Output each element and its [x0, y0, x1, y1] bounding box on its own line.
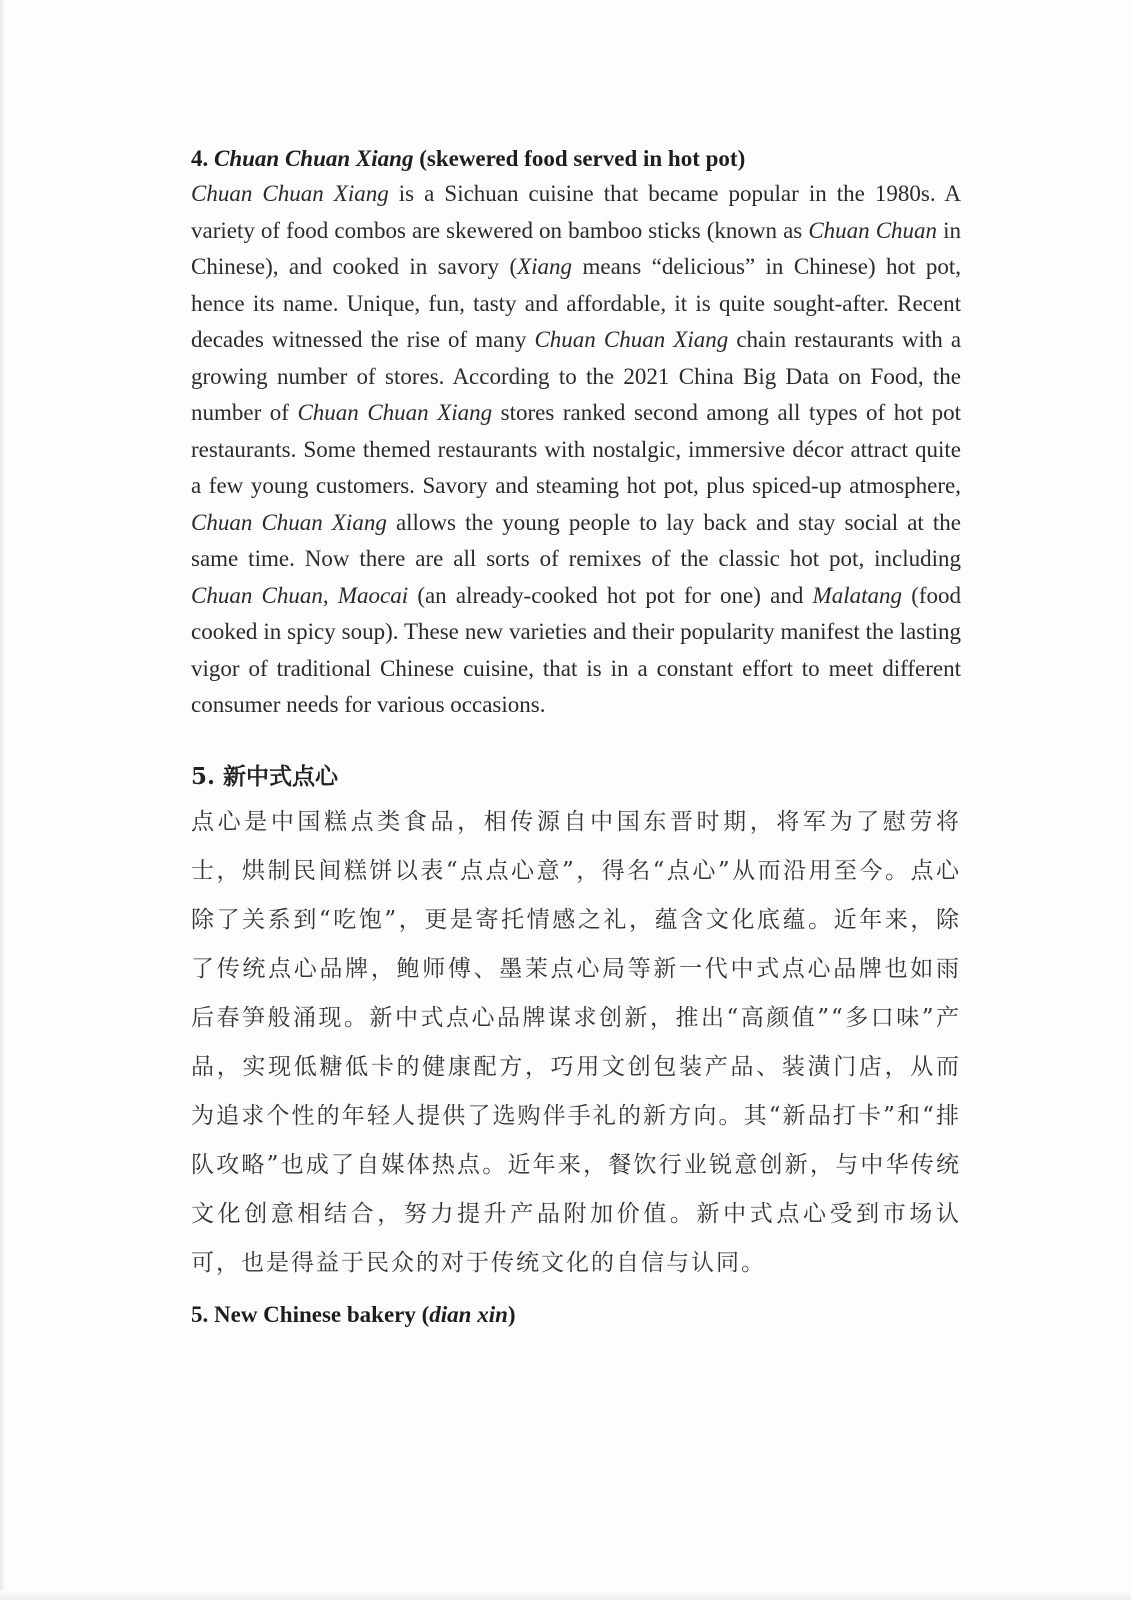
text-run: allows the young people to lay back and stay social at the same time. Now there are all sorts of remixes of the classic hot pot, including	[191, 509, 962, 571]
section-4-paragraph	[191, 176, 961, 724]
section-4-title-italic: Chuan Chuan Xiang	[214, 146, 414, 171]
italic-term: Chuan Chuan Xiang	[191, 509, 387, 535]
text-run: ,	[322, 582, 329, 608]
italic-term: Maocai	[337, 582, 409, 608]
text-run: in Chinese), and cooked in savory (	[191, 217, 962, 279]
section-4-number: 4.	[191, 146, 209, 171]
italic-term: Chuan Chuan Xiang	[191, 181, 389, 206]
text-run: chain restaurants with a growing number of stores. According to the 2021 China Big Data on Food, the number of	[191, 327, 962, 425]
heading-italic-term: dian xin	[429, 1301, 508, 1327]
scan-edge-shadow	[0, 0, 6, 1600]
section-5-chinese-paragraph: 点心是中国糕点类食品，相传源自中国东晋时期，将军为了慰劳将士，烘制民间糕饼以表“点点心意”，得名“点心”从而沿用至今。点心除了关系到“吃饱”，更是寄托情感之礼，蕴含文化底蕴。近年来，除了传统点心品牌，鲍师傅、墨茉点心局等新一代中式点心品牌也如雨后春笋般涌现。新中式点心品牌谋求创新，推出“高颜值”“多口味”产品，实现低糖低卡的健康配方，巧用文创包装产品、装潢门店，从而为追求个性的年轻人提供了选购伴手礼的新方向。其“新品打卡”和“排队攻略”也成了自媒体热点。近年来，餐饮行业锐意创新，与中华传统文化创意相结合，努力提升产品附加价值。新中式点心受到市场认可，也是得益于民众的对于传统文化的自信与认同。	[191, 808, 961, 1276]
section-5-chinese-heading: 5. 新中式点心	[191, 762, 339, 790]
text-run: is a Sichuan cuisine that became popular in the 1980s. A variety of food combos are skewered on bamboo sticks (known as	[191, 181, 962, 243]
heading-text: )	[507, 1301, 516, 1327]
italic-term: Chuan Chuan	[808, 217, 938, 243]
italic-term: Chuan Chuan Xiang	[534, 327, 729, 352]
page-content	[191, 142, 961, 1332]
italic-term: Chuan Chuan Xiang	[297, 400, 493, 425]
text-run: means “delicious” in Chinese) hot pot, hence its name. Unique, fun, tasty and affordable, it is quite sought-after. Recent decades witnessed the rise of many	[191, 254, 961, 352]
section-4-title-rest: (skewered food served in hot pot)	[419, 146, 746, 171]
italic-term: Xiang	[517, 254, 573, 279]
text-run: (an already-cooked hot pot for one) and	[417, 582, 804, 608]
italic-term: Malatang	[812, 582, 902, 608]
italic-term: Chuan Chuan	[191, 582, 323, 608]
text-run: (food cooked in spicy soup). These new varieties and their popularity manifest the lasting vigor of traditional Chinese cuisine, that is in a constant effort to meet different consumer needs for various occasions.	[191, 582, 962, 717]
heading-text: 5. New Chinese bakery (	[191, 1301, 430, 1327]
section-5-english-heading	[191, 1298, 961, 1332]
section-4-heading	[191, 142, 961, 176]
text-run: stores ranked second among all types of hot pot restaurants. Some themed restaurants with nostalgic, immersive décor attract quite a few young customers. Savory and steaming hot pot, plus spiced-up atmosphere,	[191, 400, 962, 498]
scan-bottom-shadow	[0, 1590, 1131, 1600]
